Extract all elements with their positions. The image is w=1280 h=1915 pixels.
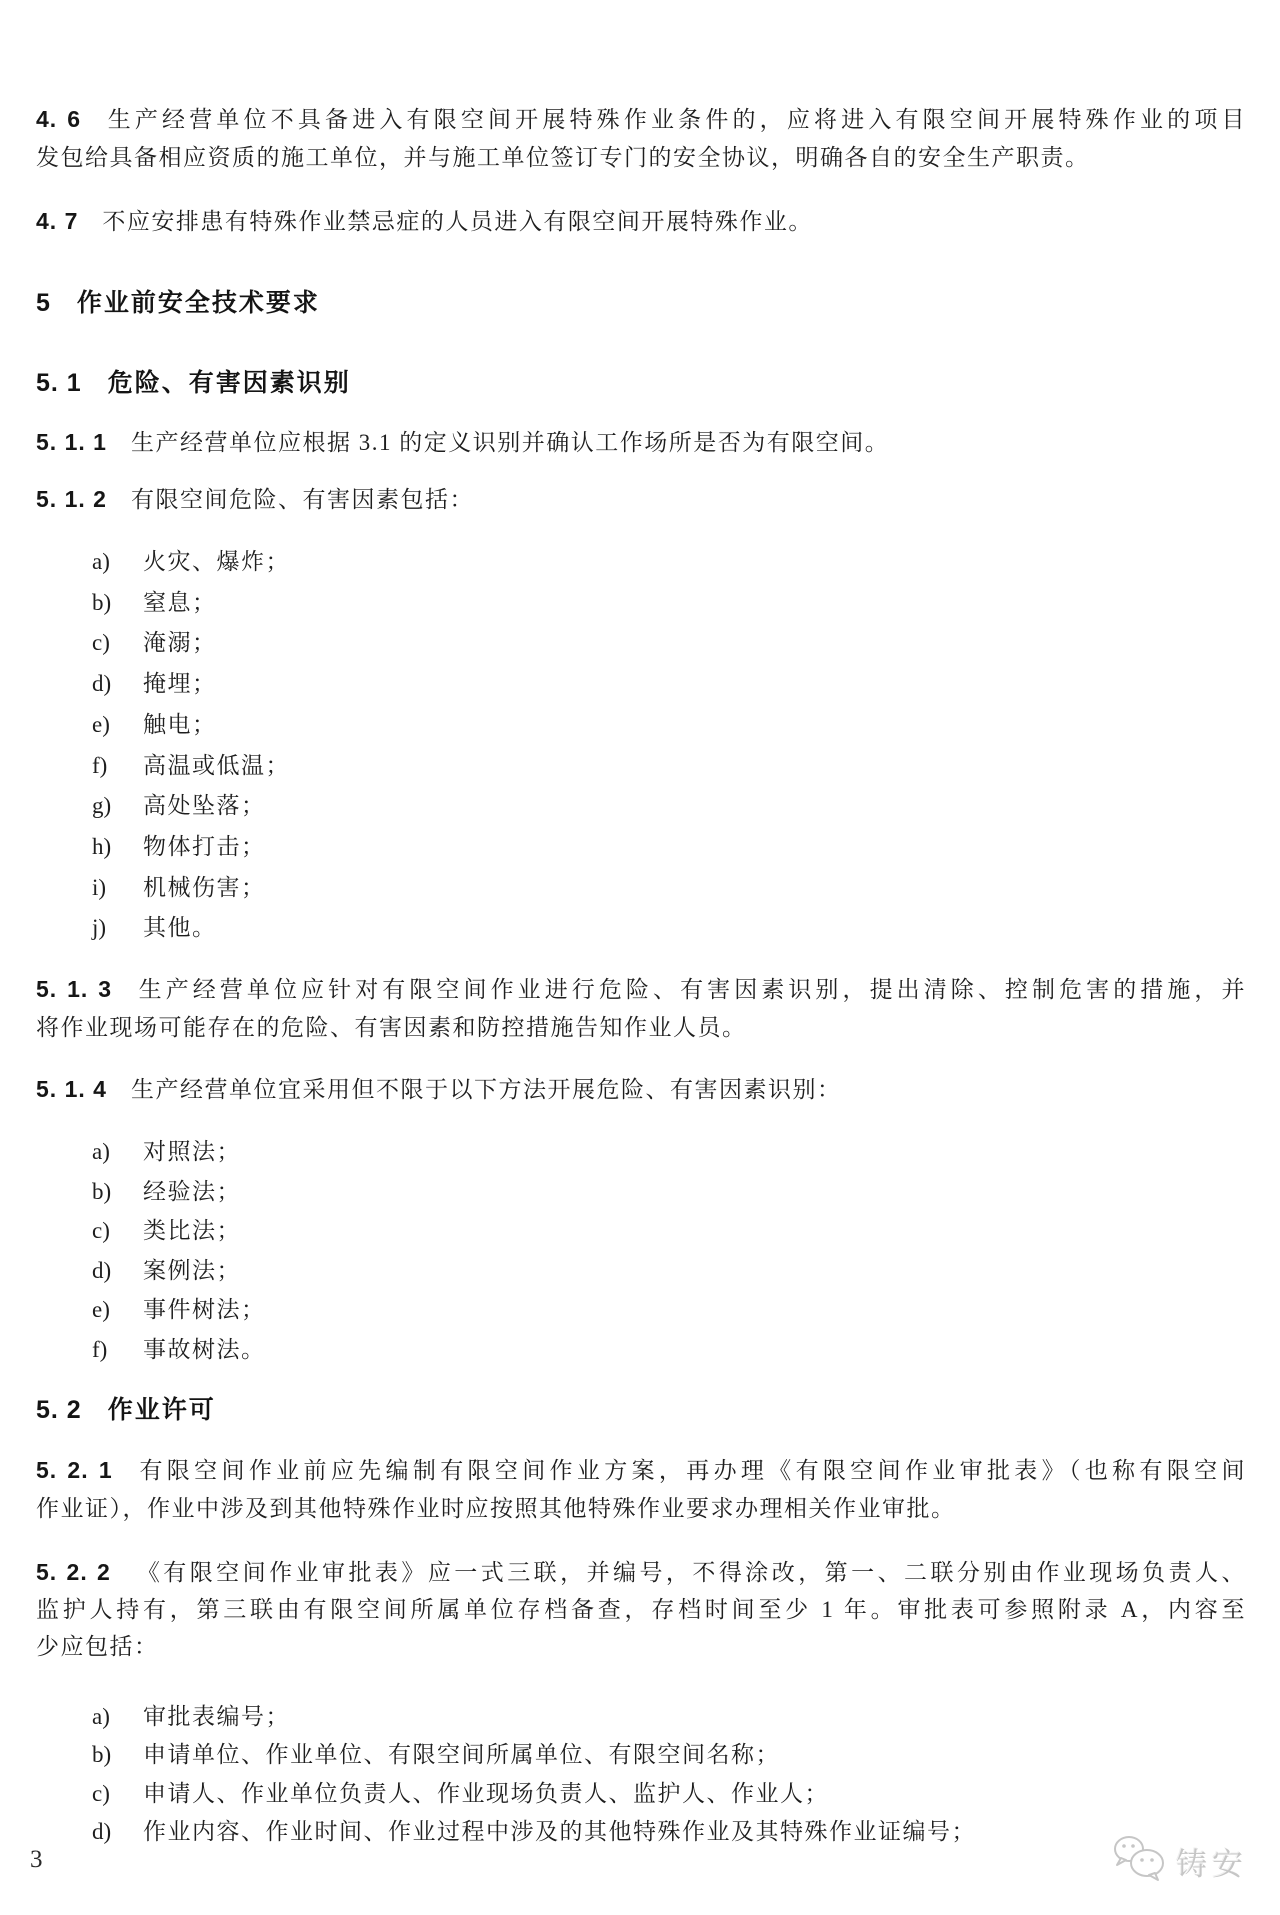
list-item <box>36 1132 1246 1172</box>
text-line <box>36 1554 1246 1591</box>
list-item-text: 其他。 <box>143 915 217 941</box>
list-item-label: b) <box>92 1742 112 1768</box>
list-item <box>36 1698 1246 1736</box>
clause-text: 不应安排患有特殊作业禁忌症的人员进入有限空间开展特殊作业。 <box>102 209 813 234</box>
text-line <box>36 480 1246 519</box>
list-item-label: g) <box>92 793 112 819</box>
list-item <box>36 1290 1246 1330</box>
wechat-icon <box>1112 1834 1168 1889</box>
list-item-label: e) <box>92 711 110 737</box>
list-item <box>36 705 1246 746</box>
clause-5-2-2 <box>36 1554 1246 1665</box>
list-item-text: 对照法； <box>143 1139 241 1164</box>
list-item-label: e) <box>92 1297 110 1323</box>
heading-title: 作业前安全技术要求 <box>76 289 320 317</box>
list-item <box>36 623 1246 664</box>
list-item <box>36 664 1246 705</box>
list-item <box>36 1775 1246 1813</box>
list-item <box>36 583 1246 624</box>
clause-text: 生产经营单位不具备进入有限空间开展特殊作业条件的，应将进入有限空间开展特殊作业的项目 <box>105 107 1246 132</box>
method-list <box>36 1132 1246 1370</box>
clause-number: 5. 1. 2 <box>36 486 107 512</box>
clause-text: 有限空间作业前应先编制有限空间作业方案，再办理《有限空间作业审批表》（也称有限空间 <box>136 1458 1247 1483</box>
list-item <box>36 786 1246 827</box>
clause-number: 5. 1. 4 <box>36 1076 107 1102</box>
text-line <box>36 202 1246 241</box>
list-item-label: b) <box>92 589 112 615</box>
clause-number: 4. 7 <box>36 208 79 234</box>
list-item-label: a) <box>92 1704 110 1729</box>
list-item-text: 审批表编号； <box>143 1704 290 1729</box>
clause-text: 生产经营单位应根据 3.1 的定义识别并确认工作场所是否为有限空间。 <box>130 430 890 455</box>
list-item <box>36 1330 1246 1370</box>
list-item-label: f) <box>92 1336 108 1362</box>
list-item <box>36 1211 1246 1251</box>
watermark-brand: 铸安 <box>1176 1847 1248 1882</box>
clause-text: 生产经营单位宜采用但不限于以下方法开展危险、有害因素识别： <box>130 1077 842 1102</box>
list-item-text: 掩埋； <box>143 671 217 697</box>
list-item-text: 高处坠落； <box>143 793 266 819</box>
list-item-text: 事件树法； <box>143 1297 266 1323</box>
text-line: 监护人持有，第三联由有限空间所属单位存档备查，存档时间至少 1 年。审批表可参照附录 A，内容至 <box>36 1597 1246 1622</box>
list-item-label: b) <box>92 1178 112 1204</box>
permit-list <box>36 1698 1246 1851</box>
text-line: 少应包括： <box>36 1634 159 1659</box>
text-line: 作业证），作业中涉及到其他特殊作业时应按照其他特殊作业要求办理相关作业审批。 <box>36 1496 956 1521</box>
list-item-text: 触电； <box>143 711 217 737</box>
hazard-list <box>36 542 1246 949</box>
list-item-label: d) <box>92 1257 112 1283</box>
text-line <box>36 100 1246 139</box>
list-item <box>36 542 1246 583</box>
section-heading-5-2 <box>36 1390 1246 1430</box>
heading-title: 作业许可 <box>107 1396 216 1424</box>
heading-number: 5 <box>36 289 51 317</box>
list-item <box>36 746 1246 787</box>
clause-number: 5. 2. 2 <box>36 1559 111 1585</box>
list-item-text: 申请单位、作业单位、有限空间所属单位、有限空间名称； <box>143 1742 780 1768</box>
heading-number: 5. 2 <box>36 1396 82 1424</box>
list-item-text: 窒息； <box>143 589 217 615</box>
clause-5-1-4 <box>36 1070 1246 1109</box>
list-item <box>36 908 1246 949</box>
list-item-label: f) <box>92 752 108 778</box>
list-item-text: 案例法； <box>143 1257 241 1283</box>
list-item-label: c) <box>92 1218 110 1244</box>
text-line <box>36 970 1246 1009</box>
list-item-label: a) <box>92 549 110 574</box>
text-line <box>36 1451 1246 1490</box>
text-line <box>36 423 1246 462</box>
heading-title: 危险、有害因素识别 <box>107 369 351 397</box>
clause-text: 《有限空间作业审批表》应一式三联，并编号，不得涂改，第一、二联分别由作业现场负责人、 <box>134 1560 1247 1585</box>
list-item-text: 类比法； <box>143 1218 241 1244</box>
clause-number: 5. 2. 1 <box>36 1457 113 1483</box>
clause-text: 有限空间危险、有害因素包括： <box>130 487 474 512</box>
clause-4-7 <box>36 202 1246 241</box>
list-item-text: 申请人、作业单位负责人、作业现场负责人、监护人、作业人； <box>143 1780 829 1806</box>
clause-text: 生产经营单位应针对有限空间作业进行危险、有害因素识别，提出清除、控制危害的措施，并 <box>136 977 1246 1002</box>
heading-number: 5. 1 <box>36 369 82 397</box>
list-item-label: i) <box>92 874 107 900</box>
list-item <box>36 868 1246 909</box>
list-item <box>36 1736 1246 1774</box>
list-item-text: 机械伤害； <box>143 874 266 900</box>
text-line: 发包给具备相应资质的施工单位，并与施工单位签订专门的安全协议，明确各自的安全生产职责。 <box>36 145 1090 170</box>
list-item-label: h) <box>92 833 112 859</box>
text-line: 将作业现场可能存在的危险、有害因素和防控措施告知作业人员。 <box>36 1015 747 1040</box>
section-heading-5 <box>36 283 1246 323</box>
list-item-text: 物体打击； <box>143 833 266 859</box>
list-item-text: 淹溺； <box>143 630 217 656</box>
page-number: 3 <box>30 1846 43 1873</box>
list-item-text: 火灾、爆炸； <box>143 549 290 574</box>
clause-5-1-1 <box>36 423 1246 462</box>
list-item <box>36 1172 1246 1212</box>
list-item-text: 作业内容、作业时间、作业过程中涉及的其他特殊作业及其特殊作业证编号； <box>143 1818 976 1844</box>
list-item <box>36 827 1246 868</box>
clause-4-6 <box>36 100 1246 177</box>
clause-number: 4. 6 <box>36 106 82 132</box>
clause-5-1-3 <box>36 970 1246 1047</box>
section-heading-5-1 <box>36 363 1246 403</box>
list-item-label: a) <box>92 1139 110 1164</box>
list-item-text: 事故树法。 <box>143 1336 266 1362</box>
list-item-text: 高温或低温； <box>143 752 290 778</box>
list-item-label: d) <box>92 1818 112 1844</box>
watermark <box>1112 1834 1248 1889</box>
list-item-label: c) <box>92 630 110 656</box>
list-item-label: d) <box>92 671 112 697</box>
list-item <box>36 1251 1246 1291</box>
clause-number: 5. 1. 1 <box>36 429 107 455</box>
list-item-label: j) <box>92 915 107 941</box>
list-item-label: c) <box>92 1780 110 1806</box>
clause-number: 5. 1. 3 <box>36 976 113 1002</box>
text-line <box>36 1070 1246 1109</box>
list-item-text: 经验法； <box>143 1178 241 1204</box>
clause-5-1-2 <box>36 480 1246 519</box>
list-item <box>36 1813 1246 1851</box>
clause-5-2-1 <box>36 1451 1246 1528</box>
